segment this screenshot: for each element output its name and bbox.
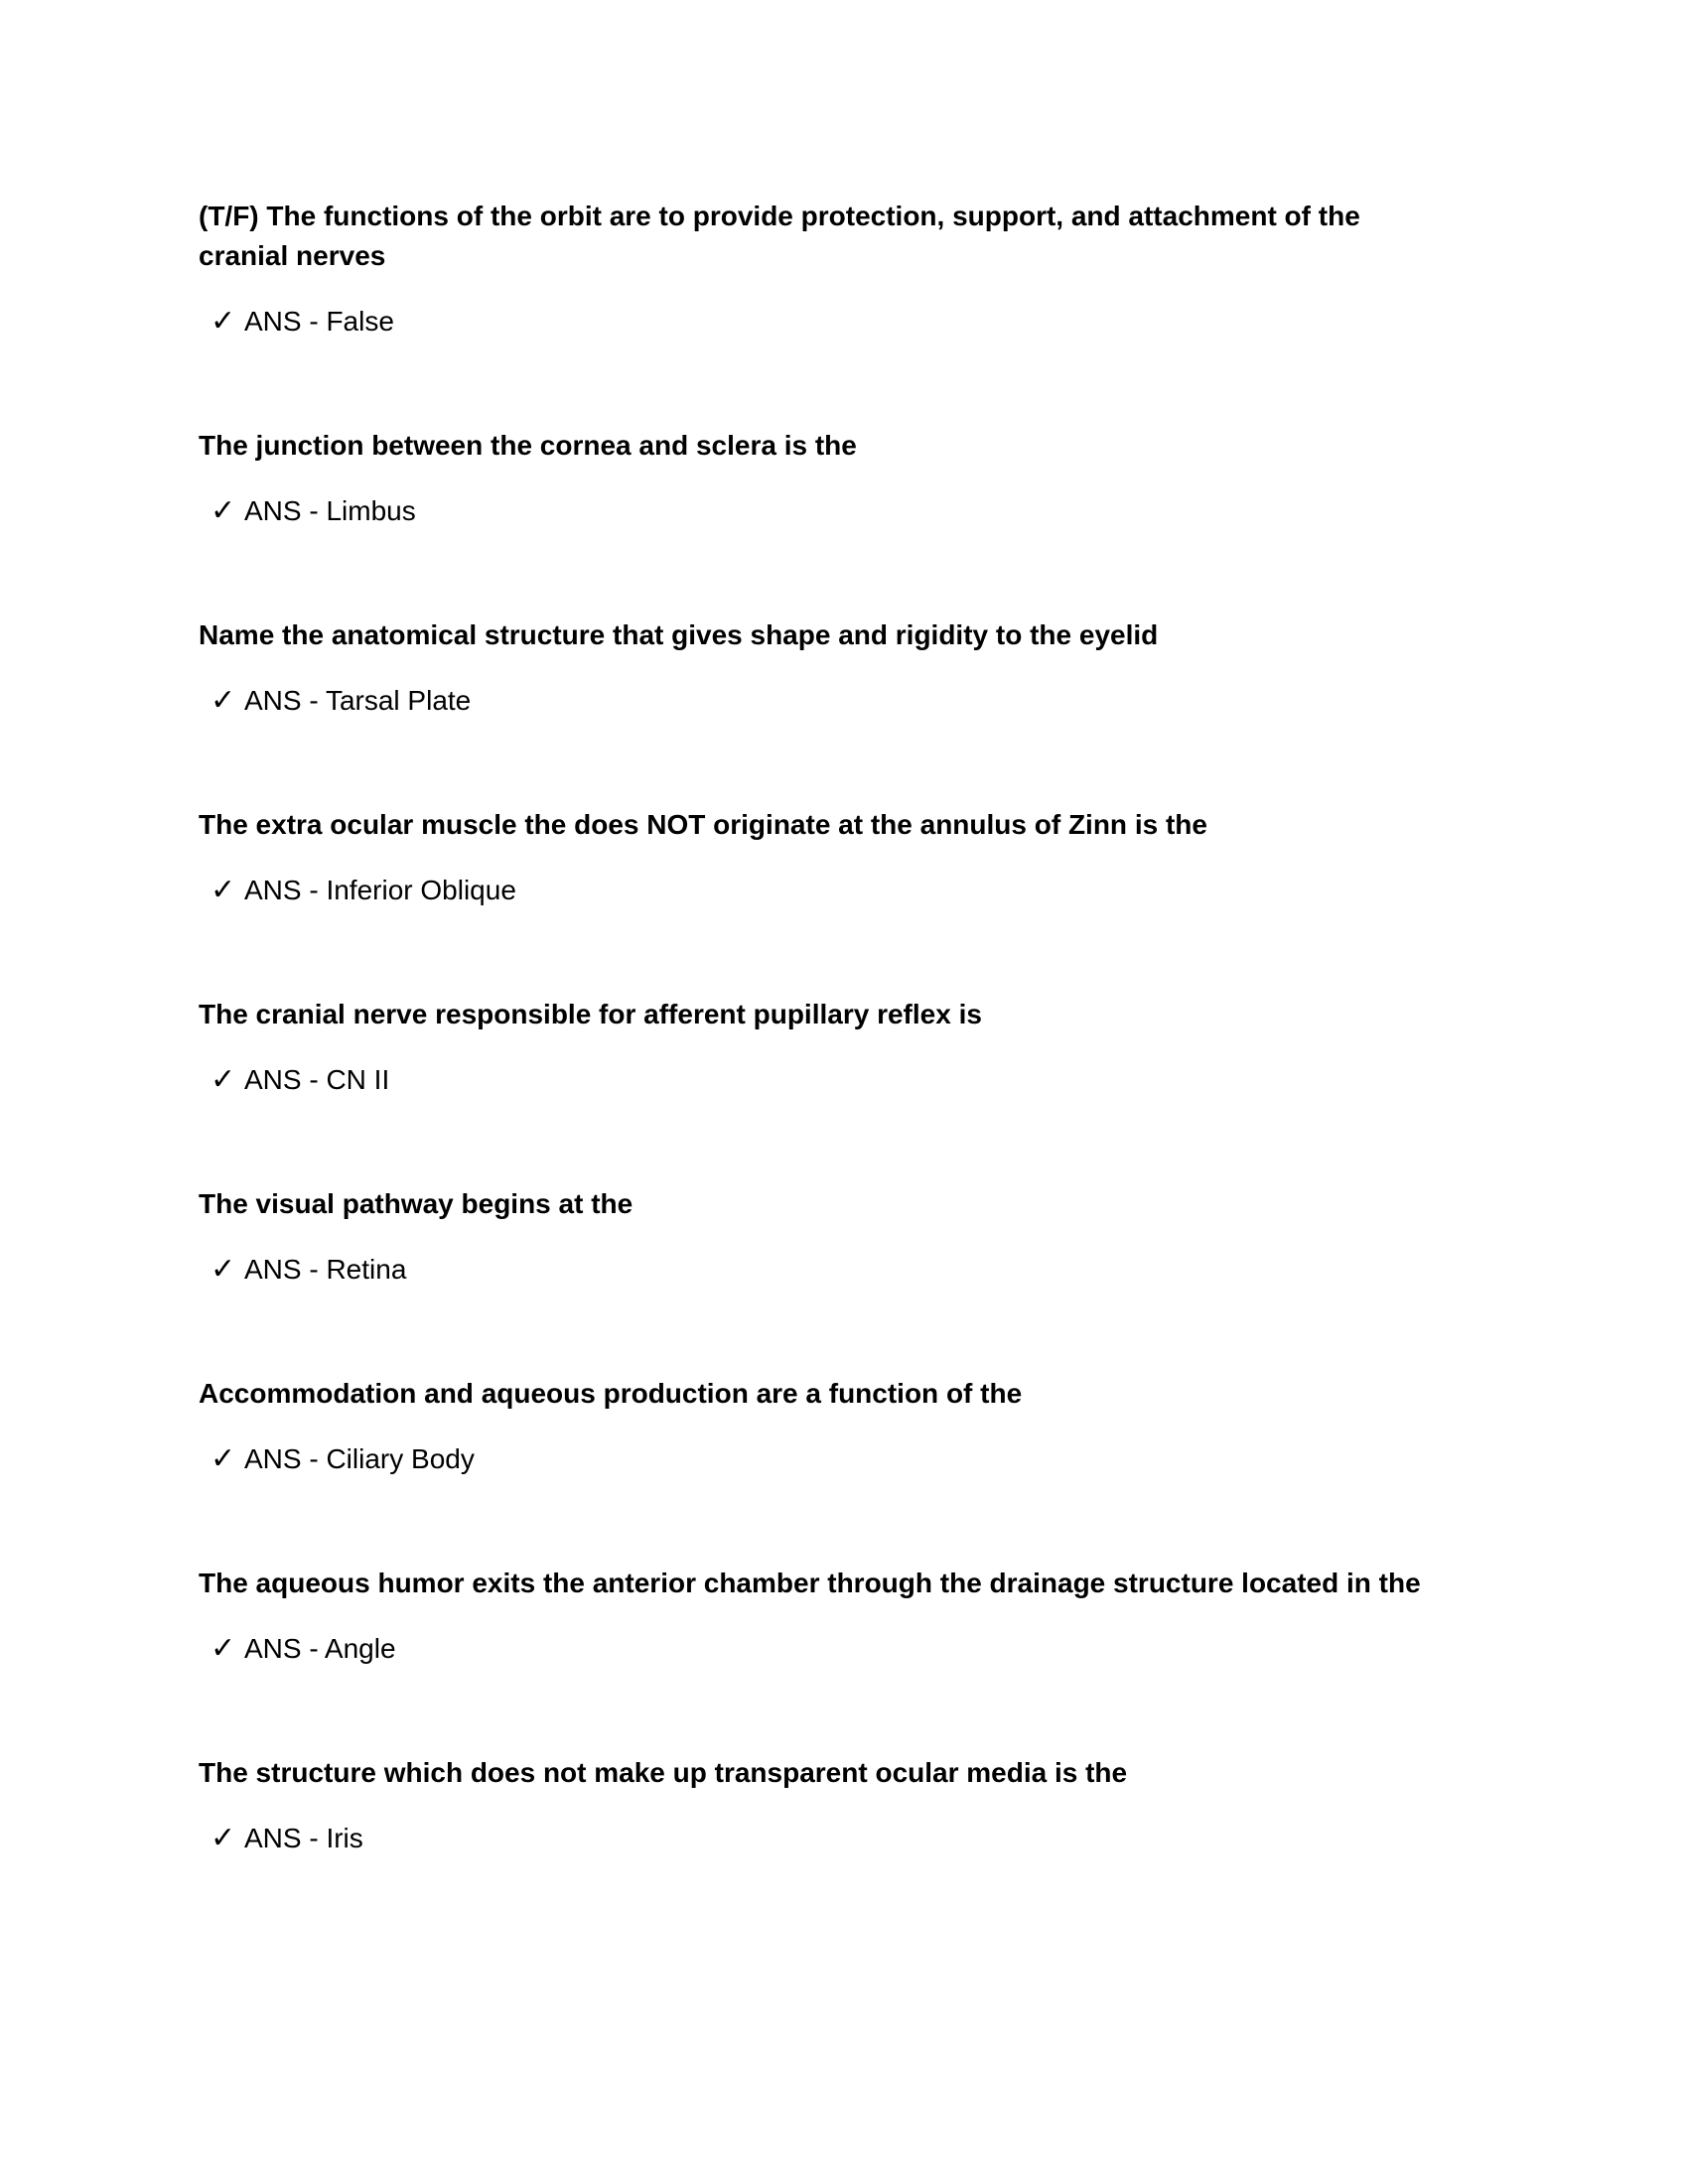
question-text: (T/F) The functions of the orbit are to provide protection, support, and attachment of the cranial nerves xyxy=(199,201,1360,271)
answer-line xyxy=(211,1819,363,1858)
qa-item xyxy=(199,197,1450,426)
answer-line xyxy=(211,1250,406,1290)
question-text: Accommodation and aqueous production are a function of the xyxy=(199,1378,1023,1409)
answer-text: ANS - Tarsal Plate xyxy=(244,685,472,716)
answer-line xyxy=(211,1439,475,1479)
checkmark-icon: ✓ xyxy=(211,1822,236,1854)
qa-item xyxy=(199,1374,1450,1564)
question-text: The aqueous humor exits the anterior chamber through the drainage structure located in the xyxy=(199,1568,1421,1598)
answer-text: ANS - Inferior Oblique xyxy=(244,875,516,905)
answer-text: ANS - Ciliary Body xyxy=(244,1443,475,1474)
checkmark-icon: ✓ xyxy=(211,1063,236,1096)
checkmark-icon: ✓ xyxy=(211,874,236,906)
answer-text: ANS - Limbus xyxy=(244,495,416,526)
checkmark-icon: ✓ xyxy=(211,1253,236,1286)
qa-item xyxy=(199,995,1450,1184)
answer-line xyxy=(211,681,471,721)
checkmark-icon: ✓ xyxy=(211,1442,236,1475)
answer-text: ANS - Retina xyxy=(244,1254,407,1285)
qa-list xyxy=(199,197,1450,1943)
question-text: The visual pathway begins at the xyxy=(199,1188,633,1219)
answer-text: ANS - Angle xyxy=(244,1633,396,1664)
qa-item xyxy=(199,426,1450,615)
answer-line xyxy=(211,871,516,910)
qa-item xyxy=(199,1753,1450,1943)
answer-line xyxy=(211,302,394,341)
answer-text: ANS - CN II xyxy=(244,1064,390,1095)
question-text: The structure which does not make up transparent ocular media is the xyxy=(199,1757,1128,1788)
qa-item xyxy=(199,1564,1450,1753)
answer-line xyxy=(211,491,416,531)
checkmark-icon: ✓ xyxy=(211,1632,236,1665)
answer-line xyxy=(211,1060,389,1100)
question-text: The cranial nerve responsible for afferent pupillary reflex is xyxy=(199,999,982,1029)
answer-line xyxy=(211,1629,396,1669)
checkmark-icon: ✓ xyxy=(211,684,236,717)
qa-item xyxy=(199,615,1450,805)
question-text: The extra ocular muscle the does NOT originate at the annulus of Zinn is the xyxy=(199,809,1207,840)
checkmark-icon: ✓ xyxy=(211,494,236,527)
question-text: The junction between the cornea and sclera is the xyxy=(199,430,857,461)
qa-item xyxy=(199,805,1450,995)
qa-item xyxy=(199,1184,1450,1374)
checkmark-icon: ✓ xyxy=(211,305,236,338)
answer-text: ANS - Iris xyxy=(244,1823,363,1853)
answer-text: ANS - False xyxy=(244,306,394,337)
question-text: Name the anatomical structure that gives shape and rigidity to the eyelid xyxy=(199,619,1159,650)
